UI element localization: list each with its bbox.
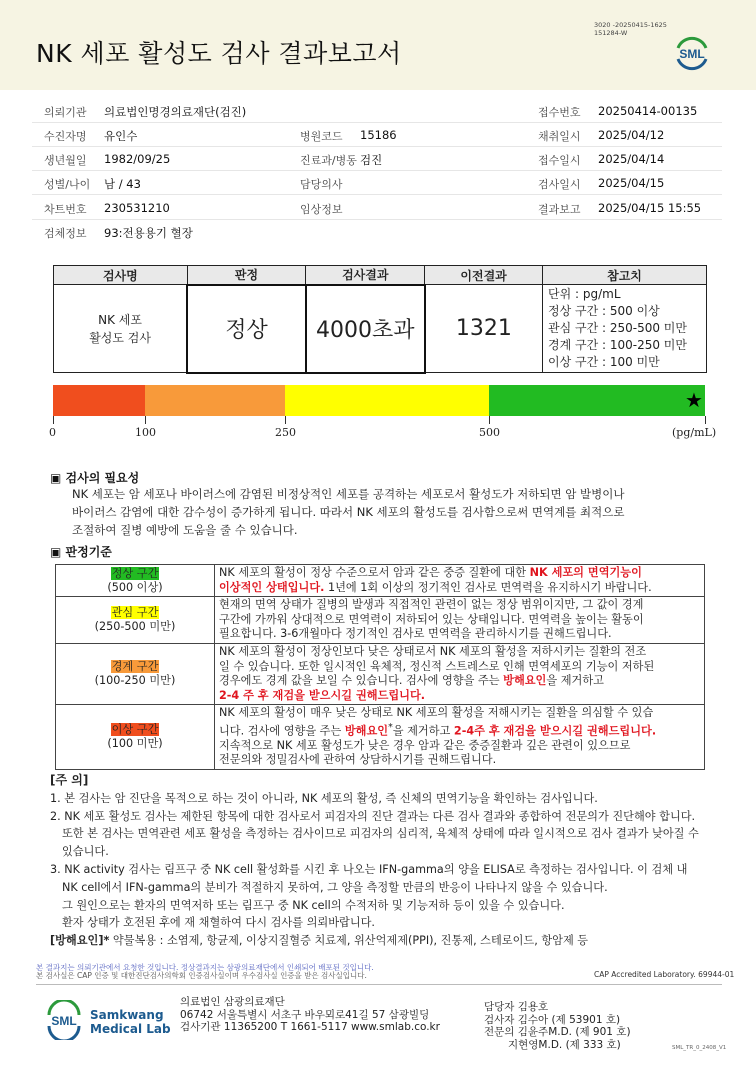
criteria-range: (100-250 미만) bbox=[94, 674, 176, 687]
criteria-range: (250-500 미만) bbox=[94, 620, 176, 633]
criteria-tag-borderline: 경계 구간 bbox=[111, 660, 159, 673]
notes-title: [주 의] bbox=[50, 773, 89, 787]
dept-value: 검진 bbox=[360, 153, 383, 167]
note-line: NK cell에서 IFN-gamma의 분비가 적절하지 못하여, 그 양을 측정할 만큼의 반응이 나타나지 않을 수 있습니다. bbox=[62, 880, 608, 894]
page-title: NK 세포 활성도 검사 결과보고서 bbox=[36, 39, 402, 68]
criteria-tag-interest: 관심 구간 bbox=[111, 606, 159, 619]
document-code bbox=[594, 21, 667, 37]
test-name-line-1: NK 세포 bbox=[98, 312, 142, 327]
info-row-birth bbox=[32, 147, 722, 171]
scale-tick-label: 100 bbox=[135, 426, 156, 439]
criteria-emphasis: 이상적인 상태입니다. bbox=[219, 580, 325, 594]
result-marker-star-icon: ★ bbox=[685, 388, 703, 412]
document-code-line-2: 151284-W bbox=[594, 29, 628, 37]
reference-cell bbox=[543, 285, 707, 373]
info-row-specimen bbox=[32, 220, 722, 244]
report-date-label: 결과보고 bbox=[538, 203, 581, 216]
scale-segment-normal bbox=[489, 385, 705, 416]
address-block bbox=[180, 996, 440, 1034]
note-line: 또한 본 검사는 면역관련 세포 활성을 측정하는 검사이므로 피검자의 심리적, 육체적 상태에 따라 일시적으로 검사 결과가 낮아질 수 bbox=[62, 827, 699, 841]
clinical-label: 임상정보 bbox=[300, 203, 343, 216]
reference-line: 관심 구간 : 250-500 미만 bbox=[548, 321, 687, 335]
necessity-title: ▣ 검사의 필요성 bbox=[50, 471, 140, 485]
specimen-value: 93:전용용기 혈장 bbox=[104, 226, 193, 240]
criteria-text: 구간에 가까워 상대적으로 면역력이 저하되어 있는 상태입니다. 면역력을 높이는 활동이 bbox=[219, 612, 644, 626]
criteria-text: 을 제거하고 bbox=[546, 674, 604, 687]
chart-no-label: 차트번호 bbox=[44, 203, 87, 216]
reference-line: 경계 구간 : 100-250 미만 bbox=[548, 338, 687, 352]
criteria-text: NK 세포의 활성이 정상 수준으로서 암과 같은 중증 질환에 대한 bbox=[219, 566, 530, 579]
criteria-range: (500 이상) bbox=[107, 580, 163, 594]
doctor-label: 담당의사 bbox=[300, 178, 343, 191]
criteria-asterisk: * bbox=[388, 721, 393, 733]
test-name-cell bbox=[54, 285, 188, 373]
samkwang-logo-icon bbox=[44, 1000, 84, 1040]
address-line: 06742 서울특별시 서초구 바우뫼로41길 57 삼광빌딩 bbox=[180, 1008, 430, 1021]
institution-label: 의뢰기관 bbox=[44, 106, 87, 119]
brand-name bbox=[90, 1008, 171, 1036]
criteria-text: 지속적으로 NK 세포 활성도가 낮은 경우 암과 같은 중증질환과 깊은 관련이 있으므로 bbox=[219, 738, 631, 752]
necessity-line: 바이러스 감염에 대한 감수성이 증가하게 됩니다. 따라서 NK 세포의 활성도를 검사함으로써 면역계를 최적으로 bbox=[72, 505, 625, 519]
criteria-emphasis: NK 세포의 면역기능이 bbox=[529, 566, 642, 579]
scale-tick bbox=[285, 416, 286, 424]
criteria-category bbox=[56, 705, 215, 770]
criteria-emphasis: 방해요인 bbox=[503, 674, 547, 687]
sml-logo-text: SML bbox=[679, 47, 705, 61]
receipt-no-value: 20250414-00135 bbox=[598, 104, 698, 118]
notes-section bbox=[50, 772, 730, 950]
info-row-sex-age bbox=[32, 171, 722, 195]
test-date-value: 2025/04/15 bbox=[598, 176, 665, 190]
specimen-label: 검체정보 bbox=[44, 227, 87, 240]
criteria-text: 니다. 검사에 영향을 주는 bbox=[219, 724, 345, 738]
scale-tick bbox=[145, 416, 146, 424]
signer-line: 담당자 김용호 bbox=[484, 1001, 549, 1013]
birth-value: 1982/09/25 bbox=[104, 152, 171, 166]
chart-no-value: 230531210 bbox=[104, 201, 170, 215]
criteria-emphasis: 2-4주 후 재검을 받으시길 권해드립니다. bbox=[453, 724, 657, 738]
test-name-line-2: 활성도 검사 bbox=[89, 330, 151, 345]
note-line: 환자 상태가 호전된 후에 재 채혈하여 다시 검사를 의뢰바랍니다. bbox=[62, 916, 375, 930]
info-row-chart bbox=[32, 196, 722, 220]
header-result: 검사결과 bbox=[306, 266, 425, 285]
cap-accreditation: CAP Accredited Laboratory. 69944-01 bbox=[594, 970, 735, 979]
institution-value: 의료법인명경의료재단(검진) bbox=[104, 105, 247, 119]
footer-divider bbox=[36, 984, 722, 985]
scale-segment-borderline bbox=[145, 385, 285, 416]
reference-line: 단위 : pg/mL bbox=[548, 287, 621, 301]
result-header-row bbox=[54, 266, 707, 285]
necessity-line: 조절하여 질병 예방에 도움을 줄 수 있습니다. bbox=[72, 523, 298, 537]
signer-line: 지현영M.D. (제 333 호) bbox=[508, 1038, 621, 1051]
header-judgment: 판정 bbox=[187, 266, 306, 285]
criteria-category bbox=[56, 565, 215, 597]
receipt-no-label: 접수번호 bbox=[538, 106, 581, 119]
patient-name-label: 수진자명 bbox=[44, 130, 87, 143]
scale-tick-label: 250 bbox=[275, 426, 296, 439]
brand-name-line-2: Medical Lab bbox=[90, 1022, 171, 1036]
criteria-description bbox=[215, 705, 705, 770]
scale-tick bbox=[53, 416, 54, 424]
criteria-text: 필요합니다. 3-6개월마다 정기적인 검사로 면역력을 관리하시기를 권해드립니다. bbox=[219, 627, 612, 641]
note-line: 2. NK 세포 활성도 검사는 제한된 항목에 대한 검사로서 피검자의 진단 결과는 다른 검사 결과와 종합하여 전문의가 진단해야 합니다. bbox=[50, 809, 696, 823]
interfere-label: [방해요인]* bbox=[50, 934, 110, 948]
scale-segment-abnormal bbox=[53, 385, 145, 416]
criteria-emphasis: 2-4 주 후 재검을 받으시길 권해드립니다. bbox=[219, 688, 426, 702]
scale-tick-label: 0 bbox=[49, 426, 56, 439]
criteria-category bbox=[56, 644, 215, 705]
header-previous: 이전결과 bbox=[425, 266, 543, 285]
reference-line: 이상 구간 : 100 미만 bbox=[548, 355, 660, 369]
samkwang-logo-text: SML bbox=[51, 1014, 77, 1028]
receive-date-label: 접수일시 bbox=[538, 154, 581, 167]
interfere-line bbox=[50, 932, 730, 950]
criteria-description bbox=[215, 597, 705, 644]
result-table bbox=[53, 265, 707, 374]
signers-block bbox=[484, 1001, 631, 1051]
criteria-row-interest bbox=[56, 597, 705, 644]
result-row bbox=[54, 285, 707, 373]
criteria-emphasis: 방해요인 bbox=[344, 724, 389, 738]
criteria-description bbox=[215, 644, 705, 705]
signer-line: 전문의 김윤주M.D. (제 901 호) bbox=[484, 1026, 631, 1038]
criteria-text: 을 제거하고 bbox=[392, 724, 454, 738]
birth-label: 생년월일 bbox=[44, 154, 87, 167]
hospital-code-label: 병원코드 bbox=[300, 130, 343, 143]
note-line: 1. 본 검사는 암 진단을 목적으로 하는 것이 아니라, NK 세포의 활성, 즉 신체의 면역기능을 확인하는 검사입니다. bbox=[50, 791, 598, 805]
collect-date-value: 2025/04/12 bbox=[598, 128, 665, 142]
certification-notice: 본 검사실은 CAP 인증 및 대한진단검사의학회 인증검사실이며 우수검사실 인증을 받은 검사실입니다. bbox=[36, 971, 367, 980]
sex-age-value: 남 / 43 bbox=[104, 177, 141, 191]
necessity-text bbox=[72, 485, 712, 539]
criteria-text: 전문의와 정밀검사에 관하여 상담하시기를 권해드립니다. bbox=[219, 753, 497, 767]
brand-name-line-1: Samkwang bbox=[90, 1008, 164, 1022]
scale-segment-interest bbox=[285, 385, 489, 416]
hospital-code-value: 15186 bbox=[360, 128, 397, 142]
criteria-row-borderline bbox=[56, 644, 705, 705]
result-value: 4000초과 bbox=[306, 285, 425, 373]
dept-label: 진료과/병동 bbox=[300, 154, 357, 167]
criteria-table bbox=[55, 564, 705, 770]
criteria-text: 현재의 면역 상태가 질병의 발생과 직접적인 관련이 없는 정상 범위이지만, 그 값이 경계 bbox=[219, 598, 644, 612]
note-line: 있습니다. bbox=[62, 845, 109, 859]
criteria-text: 일 수 있습니다. 또한 일시적인 육체적, 정신적 스트레스로 인해 면역세포의 기능이 저하된 bbox=[219, 659, 655, 673]
form-number: SML_TR_0_2408_V1 bbox=[672, 1045, 727, 1051]
criteria-text: NK 세포의 활성이 매우 낮은 상태로 NK 세포의 활성을 저해시키는 질환을 의심할 수 있습 bbox=[219, 706, 654, 719]
sml-logo-icon bbox=[672, 33, 712, 73]
collect-date-label: 채취일시 bbox=[538, 130, 581, 143]
info-row-institution bbox=[32, 99, 722, 123]
address-line: 의료법인 삼광의료재단 bbox=[180, 996, 285, 1008]
criteria-row-abnormal bbox=[56, 705, 705, 770]
criteria-tag-abnormal: 이상 구간 bbox=[111, 722, 159, 736]
patient-name-value: 유인수 bbox=[104, 129, 138, 143]
reference-line: 정상 구간 : 500 이상 bbox=[548, 304, 660, 318]
criteria-text: 1년에 1회 이상의 정기적인 검사로 면역력을 유지하시기 바랍니다. bbox=[324, 580, 652, 594]
privacy-notice: 본 결과지는 의뢰기관에서 요청한 것입니다. 정상결과지는 삼광의료재단에서 인쇄되어 배포된 것입니다. bbox=[36, 963, 374, 972]
receive-date-value: 2025/04/14 bbox=[598, 152, 665, 166]
sex-age-label: 성별/나이 bbox=[44, 178, 91, 191]
criteria-title: ▣ 판정기준 bbox=[50, 545, 112, 559]
signer-line: 검사자 김수아 (제 53901 호) bbox=[484, 1013, 621, 1026]
note-line: 그 원인으로는 환자의 면역저하 또는 림프구 중 NK cell의 수적저하 및 기능저하 등이 있을 수 있습니다. bbox=[62, 898, 565, 912]
header-test-name: 검사명 bbox=[54, 266, 188, 285]
address-line: 검사기관 11365200 T 1661-5117 www.smlab.co.kr bbox=[180, 1021, 440, 1033]
header-reference: 참고치 bbox=[543, 266, 707, 285]
criteria-tag-normal: 정상 구간 bbox=[111, 566, 159, 580]
scale-tick bbox=[489, 416, 490, 424]
necessity-line: NK 세포는 암 세포나 바이러스에 감염된 비정상적인 세포를 공격하는 세포로서 활성도가 저하되면 암 발병이나 bbox=[72, 487, 625, 501]
criteria-row-normal bbox=[56, 565, 705, 597]
criteria-description bbox=[215, 565, 705, 597]
document-code-line-1: 3020 -20250415-1625 bbox=[594, 21, 667, 29]
scale-tick bbox=[705, 416, 706, 424]
scale-tick-label: 500 bbox=[479, 426, 500, 439]
report-date-value: 2025/04/15 15:55 bbox=[598, 201, 702, 215]
criteria-category bbox=[56, 597, 215, 644]
info-row-name bbox=[32, 123, 722, 147]
interfere-text: 약물복용 : 소염제, 항균제, 이상지질혈증 치료제, 위산억제제(PPI), 진통제, 스테로이드, 항암제 등 bbox=[109, 934, 589, 948]
criteria-range: (100 미만) bbox=[107, 736, 163, 750]
previous-value: 1321 bbox=[425, 285, 543, 373]
judgment-value: 정상 bbox=[187, 285, 306, 373]
criteria-text: 경우에도 경계 값을 보일 수 있습니다. 검사에 영향을 주는 bbox=[219, 674, 504, 687]
note-line: 3. NK activity 검사는 림프구 중 NK cell 활성화를 시킨 후 나오는 IFN-gamma의 양을 ELISA로 측정하는 검사입니다. 이 검체 내 bbox=[50, 862, 688, 876]
scale-unit-label: (pg/mL) bbox=[672, 426, 717, 439]
test-date-label: 검사일시 bbox=[538, 178, 581, 191]
criteria-text: NK 세포의 활성이 정상인보다 낮은 상태로서 NK 세포의 활성을 저하시키는 질환의 전조 bbox=[219, 645, 647, 658]
